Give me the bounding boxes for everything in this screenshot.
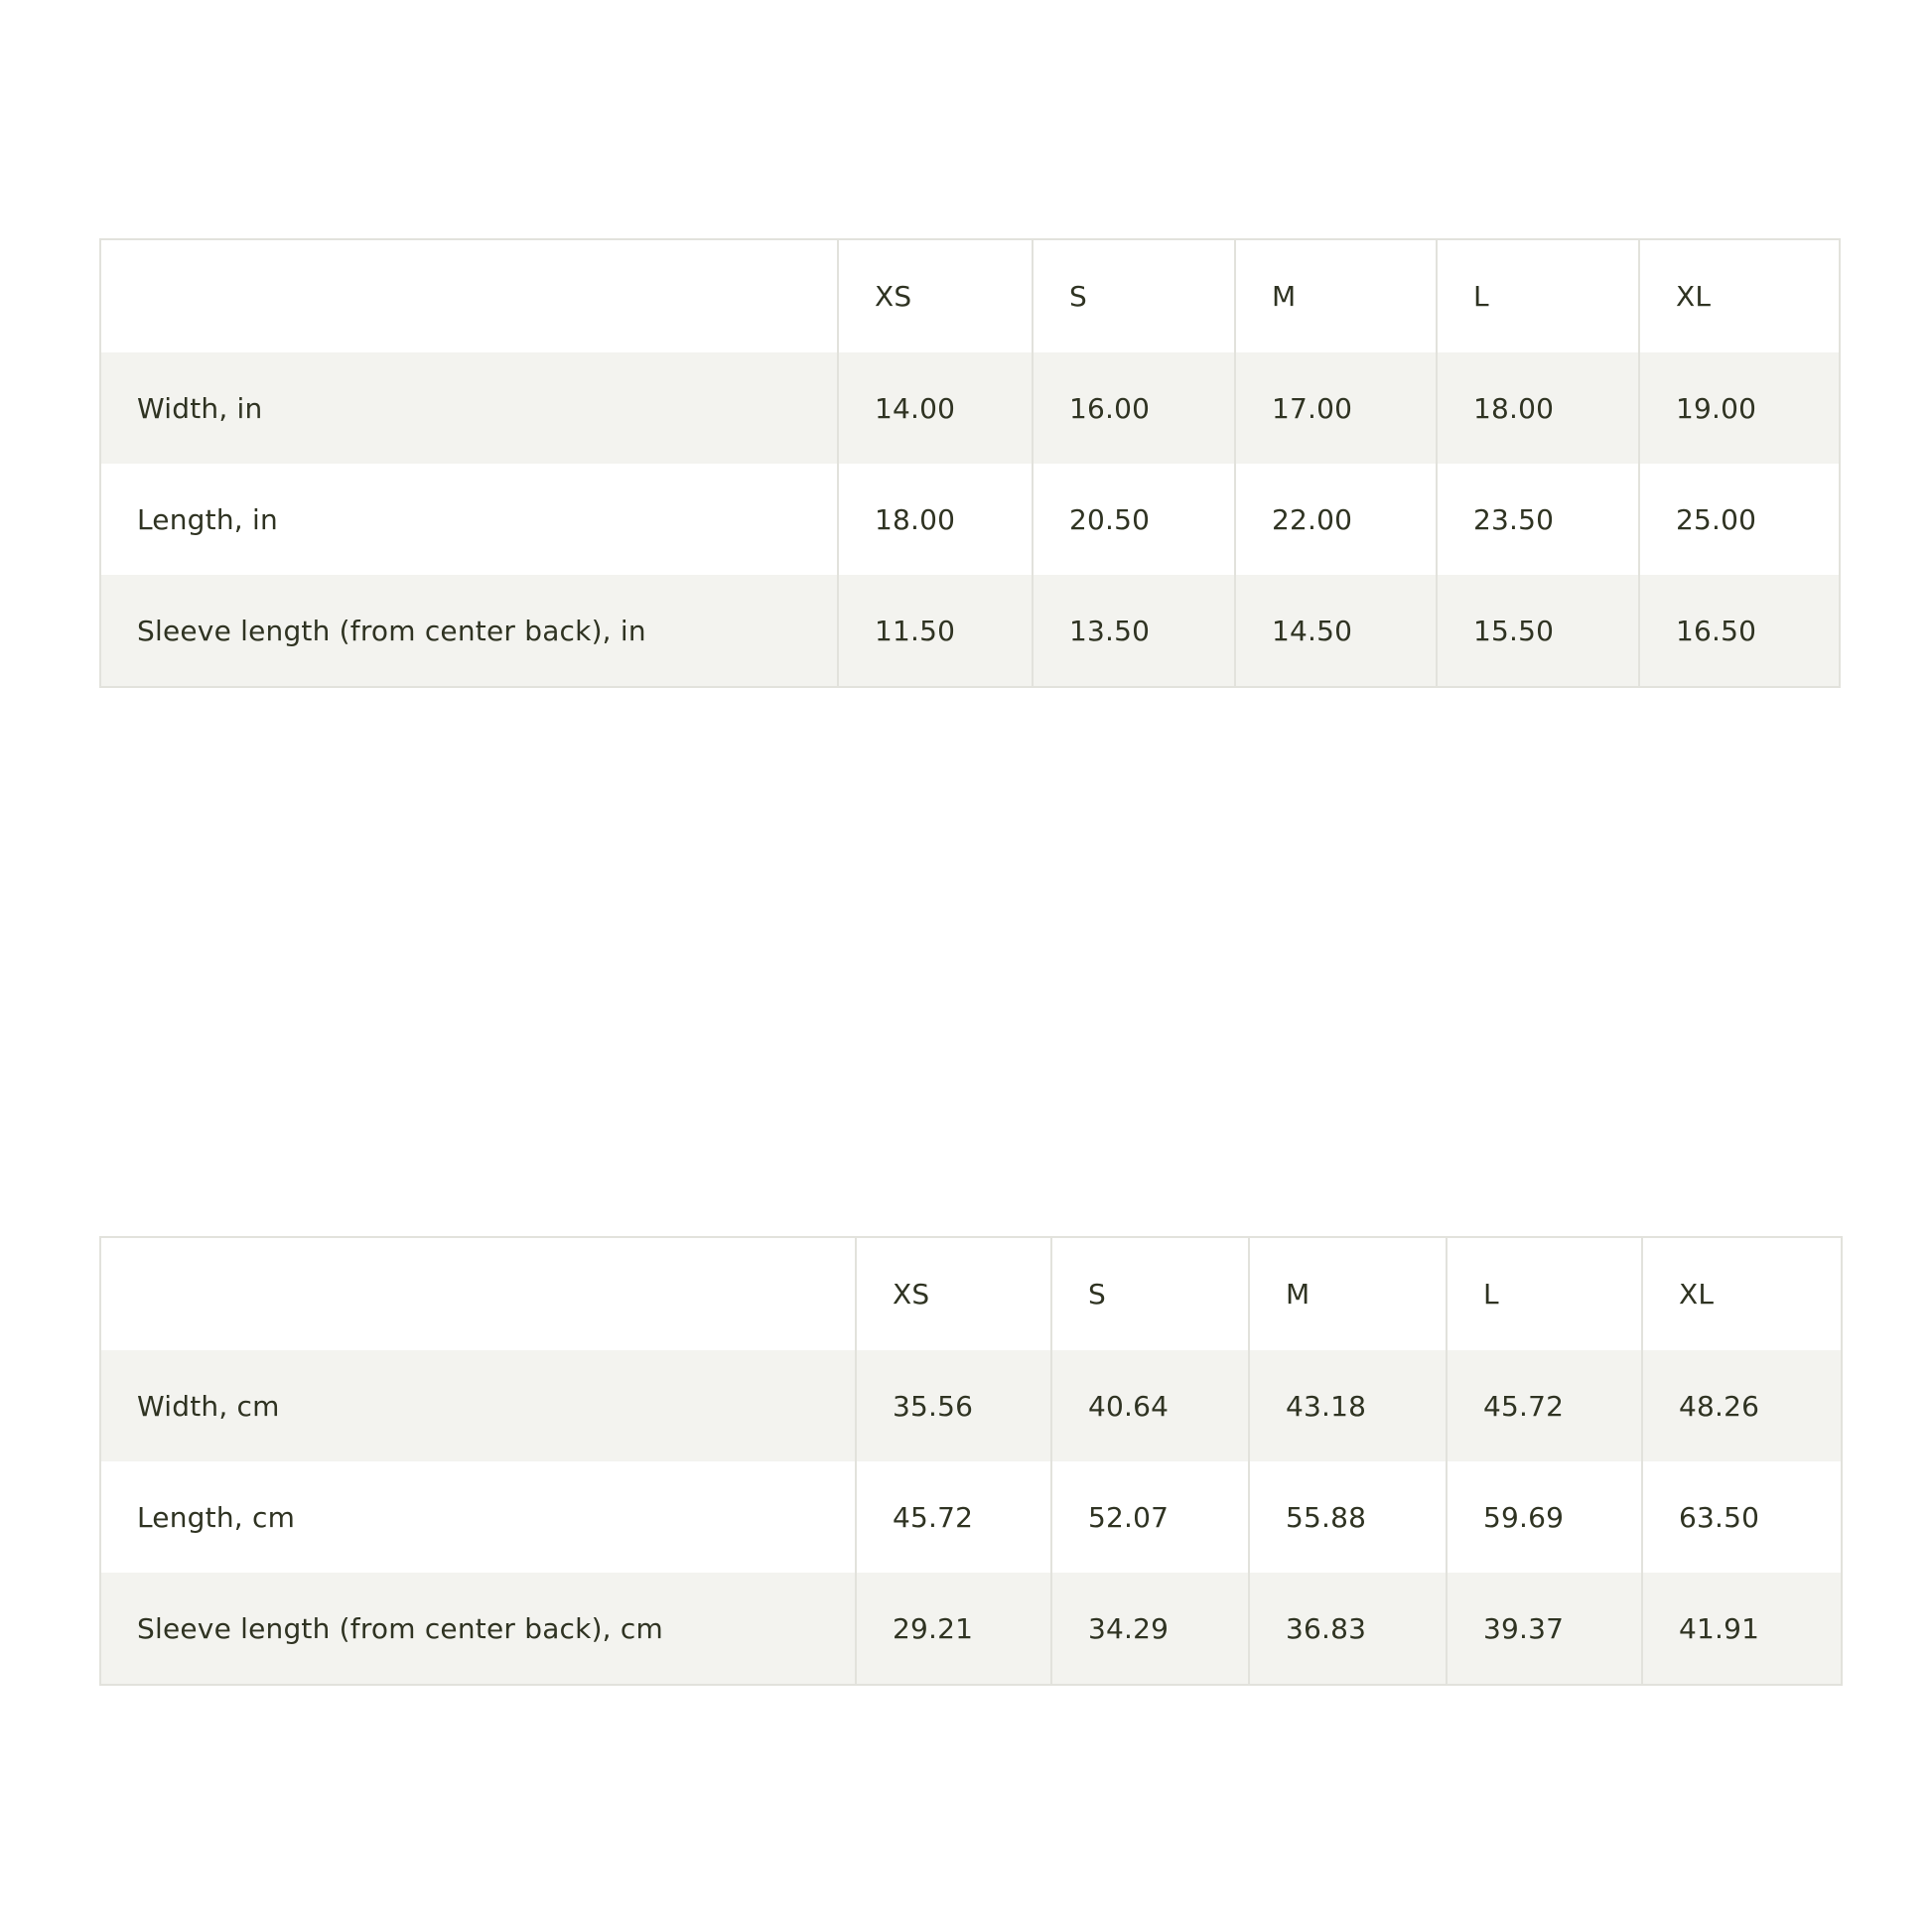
table-row	[100, 1573, 1842, 1685]
size-header-xs: XS	[856, 1237, 1051, 1350]
table-cell: 18.00	[1437, 352, 1639, 464]
table-cell: 45.72	[856, 1461, 1051, 1573]
corner-cell	[100, 239, 838, 352]
size-header-m: M	[1249, 1237, 1447, 1350]
table-cell: 17.00	[1235, 352, 1437, 464]
table-row	[100, 1461, 1842, 1573]
table-cell: 19.00	[1639, 352, 1840, 464]
size-header-s: S	[1033, 239, 1235, 352]
table-header-row	[100, 1237, 1842, 1350]
table-cell: 25.00	[1639, 464, 1840, 575]
table-cell: 43.18	[1249, 1350, 1447, 1461]
table-cell: 15.50	[1437, 575, 1639, 687]
table-cell: 18.00	[838, 464, 1033, 575]
row-label: Width, cm	[100, 1350, 856, 1461]
table-row	[100, 352, 1840, 464]
table-cell: 16.50	[1639, 575, 1840, 687]
size-header-m: M	[1235, 239, 1437, 352]
size-header-s: S	[1051, 1237, 1249, 1350]
table-row	[100, 1350, 1842, 1461]
size-header-l: L	[1437, 239, 1639, 352]
table-cell: 22.00	[1235, 464, 1437, 575]
table-cell: 29.21	[856, 1573, 1051, 1685]
size-chart-cm-table	[99, 1236, 1843, 1686]
table-header-row	[100, 239, 1840, 352]
table-cell: 52.07	[1051, 1461, 1249, 1573]
row-label: Width, in	[100, 352, 838, 464]
table-cell: 13.50	[1033, 575, 1235, 687]
table-cell: 59.69	[1447, 1461, 1642, 1573]
table-cell: 48.26	[1642, 1350, 1842, 1461]
table-cell: 35.56	[856, 1350, 1051, 1461]
size-header-xs: XS	[838, 239, 1033, 352]
size-header-xl: XL	[1642, 1237, 1842, 1350]
table-cell: 34.29	[1051, 1573, 1249, 1685]
table-row	[100, 464, 1840, 575]
row-label: Sleeve length (from center back), cm	[100, 1573, 856, 1685]
table-cell: 16.00	[1033, 352, 1235, 464]
size-header-l: L	[1447, 1237, 1642, 1350]
table-cell: 23.50	[1437, 464, 1639, 575]
row-label: Length, in	[100, 464, 838, 575]
size-chart-inches-table	[99, 238, 1841, 688]
table-cell: 14.50	[1235, 575, 1437, 687]
size-header-xl: XL	[1639, 239, 1840, 352]
corner-cell	[100, 1237, 856, 1350]
row-label: Length, cm	[100, 1461, 856, 1573]
table-cell: 55.88	[1249, 1461, 1447, 1573]
table-cell: 11.50	[838, 575, 1033, 687]
table-cell: 41.91	[1642, 1573, 1842, 1685]
table-cell: 40.64	[1051, 1350, 1249, 1461]
table-cell: 36.83	[1249, 1573, 1447, 1685]
table-row	[100, 575, 1840, 687]
table-cell: 63.50	[1642, 1461, 1842, 1573]
table-cell: 20.50	[1033, 464, 1235, 575]
table-cell: 45.72	[1447, 1350, 1642, 1461]
table-cell: 14.00	[838, 352, 1033, 464]
row-label: Sleeve length (from center back), in	[100, 575, 838, 687]
table-cell: 39.37	[1447, 1573, 1642, 1685]
